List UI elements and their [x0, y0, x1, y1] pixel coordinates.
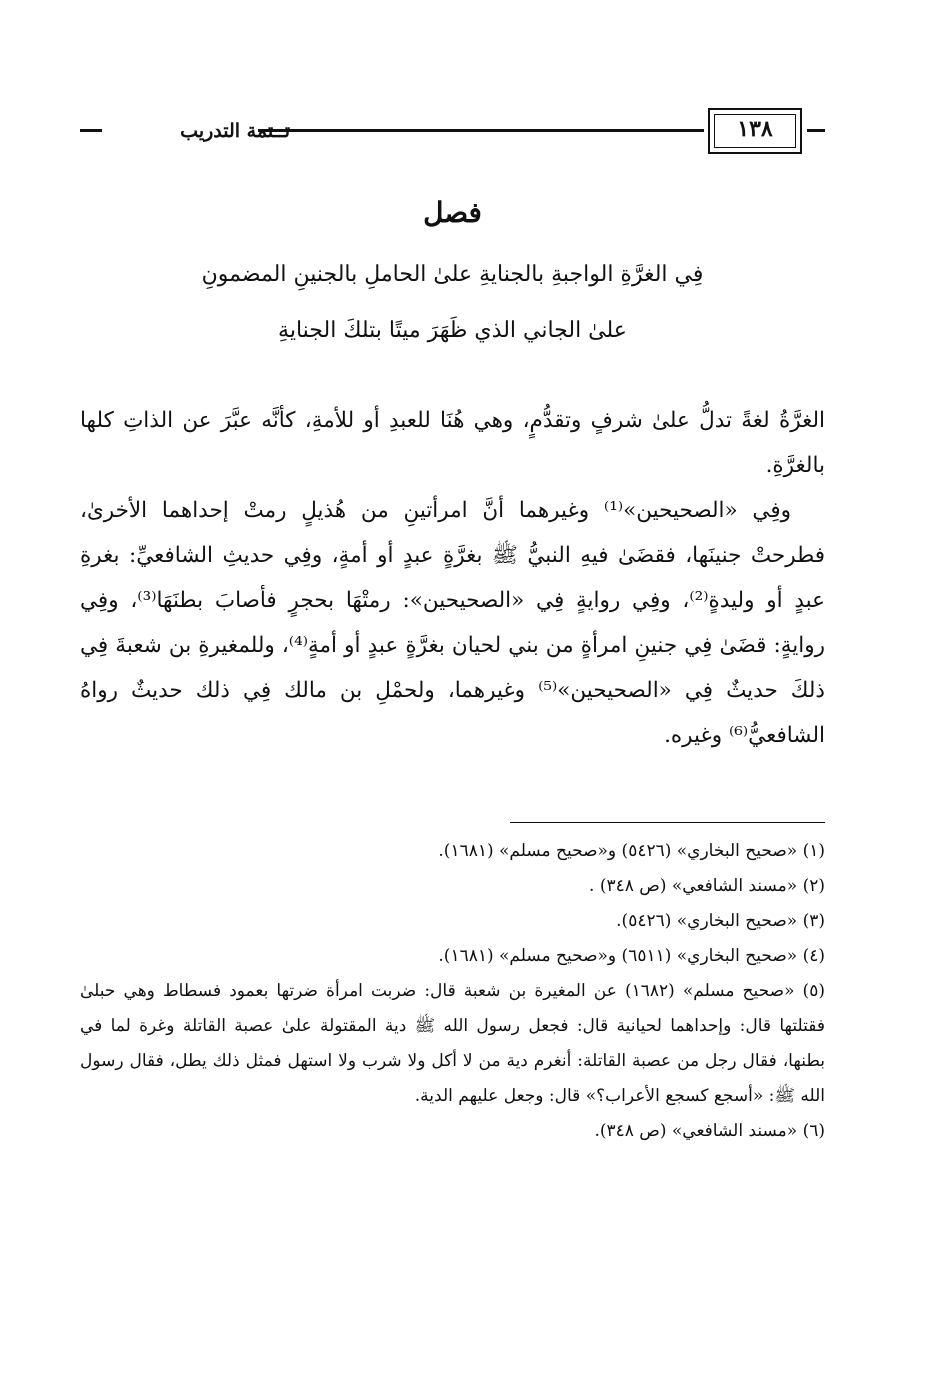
footnote-3: (٣) «صحيح البخاري» (٥٤٢٦). — [616, 911, 825, 931]
page-number: ١٣٨ — [737, 116, 773, 142]
book-title: تــتمة التدريب — [180, 120, 290, 142]
chapter-title: فصل — [423, 196, 482, 229]
header-rule-middle — [258, 129, 704, 132]
footnote-1: (١) «صحيح البخاري» (٥٤٢٦) و«صحيح مسلم» (١٦٨١). — [438, 841, 825, 861]
footnote-5: (٥) «صحيح مسلم» (١٦٨٢) عن المغيرة بن شعبة قال: ضربت امرأة ضرتها بعمود فسطاط وهي حبلىٰ فقتلتها قال: وإحداهما لحيانية قال: فجعل رسول الله ﷺ دية المقتولة علىٰ عصبة القاتلة وغرة لما في بطنها، فقال رجل من عصبة القاتلة: أنغرم دية من لا أكل ولا شرب ولا استهل فمثل ذلك يطل، فقال رسول الله ﷺ: «أسجع كسجع الأعراب؟» قال: وجعل عليهم الدية. — [80, 981, 825, 1106]
paragraph-hadith-text: وفِي «الصحيحين»⁽¹⁾ وغيرهما أنَّ امرأتينِ من هُذيلٍ رمتْ إحداهما الأخرىٰ، فطرحتْ جنينَها، فقضَىٰ فيهِ النبيُّ ﷺ بغرَّةٍ عبدٍ أو أمةٍ، وفِي حديثِ الشافعيِّ: بغرةِ عبدٍ أو وليدةٍ⁽²⁾، وفِي روايةٍ فِي «الصحيحين»: رمتْهَا بحجرٍ فأصابَ بطنَهَا⁽³⁾، وفِي روايةٍ: قضَىٰ فِي جنينِ امرأةٍ من بني لحيان بغرَّةٍ عبدٍ أو أمةٍ⁽⁴⁾، وللمغيرةِ بن شعبةَ فِي ذلكَ حديثٌ فِي «الصحيحين»⁽⁵⁾ وغيرهما، ولحمْلِ بن مالك فِي ذلك حديثٌ رواهُ الشافعيُّ⁽⁶⁾ وغيره. — [80, 498, 825, 748]
header-rule-right — [807, 129, 825, 132]
paragraph-definition: الغرَّةُ لغةً تدلُّ علىٰ شرفٍ وتقدُّمٍ، وهي هُنَا للعبدِ أو للأمةِ، كأنَّه عبَّرَ عن الذاتِ كلها بالغرَّةِ. — [80, 408, 825, 478]
header-rule-left — [80, 129, 102, 132]
page-header — [80, 102, 825, 160]
footnote-4: (٤) «صحيح البخاري» (٦٥١١) و«صحيح مسلم» (١٦٨١). — [438, 946, 825, 966]
paragraph-hadith — [80, 488, 825, 758]
chapter-subtitle-line2: علىٰ الجاني الذي ظَهَرَ ميتًا بتلكَ الجنايةِ — [278, 318, 627, 343]
footnote-6: (٦) «مسند الشافعي» (ص ٣٤٨). — [594, 1121, 825, 1141]
footnotes — [80, 834, 825, 1149]
footnote-2: (٢) «مسند الشافعي» (ص ٣٤٨) . — [589, 876, 825, 896]
main-text — [80, 398, 825, 758]
chapter-subtitle-line1: فِي الغرَّةِ الواجبةِ بالجنايةِ علىٰ الحاملِ بالجنينِ المضمونِ — [201, 262, 704, 287]
page-number-frame — [708, 108, 802, 154]
footnote-separator — [510, 822, 825, 823]
